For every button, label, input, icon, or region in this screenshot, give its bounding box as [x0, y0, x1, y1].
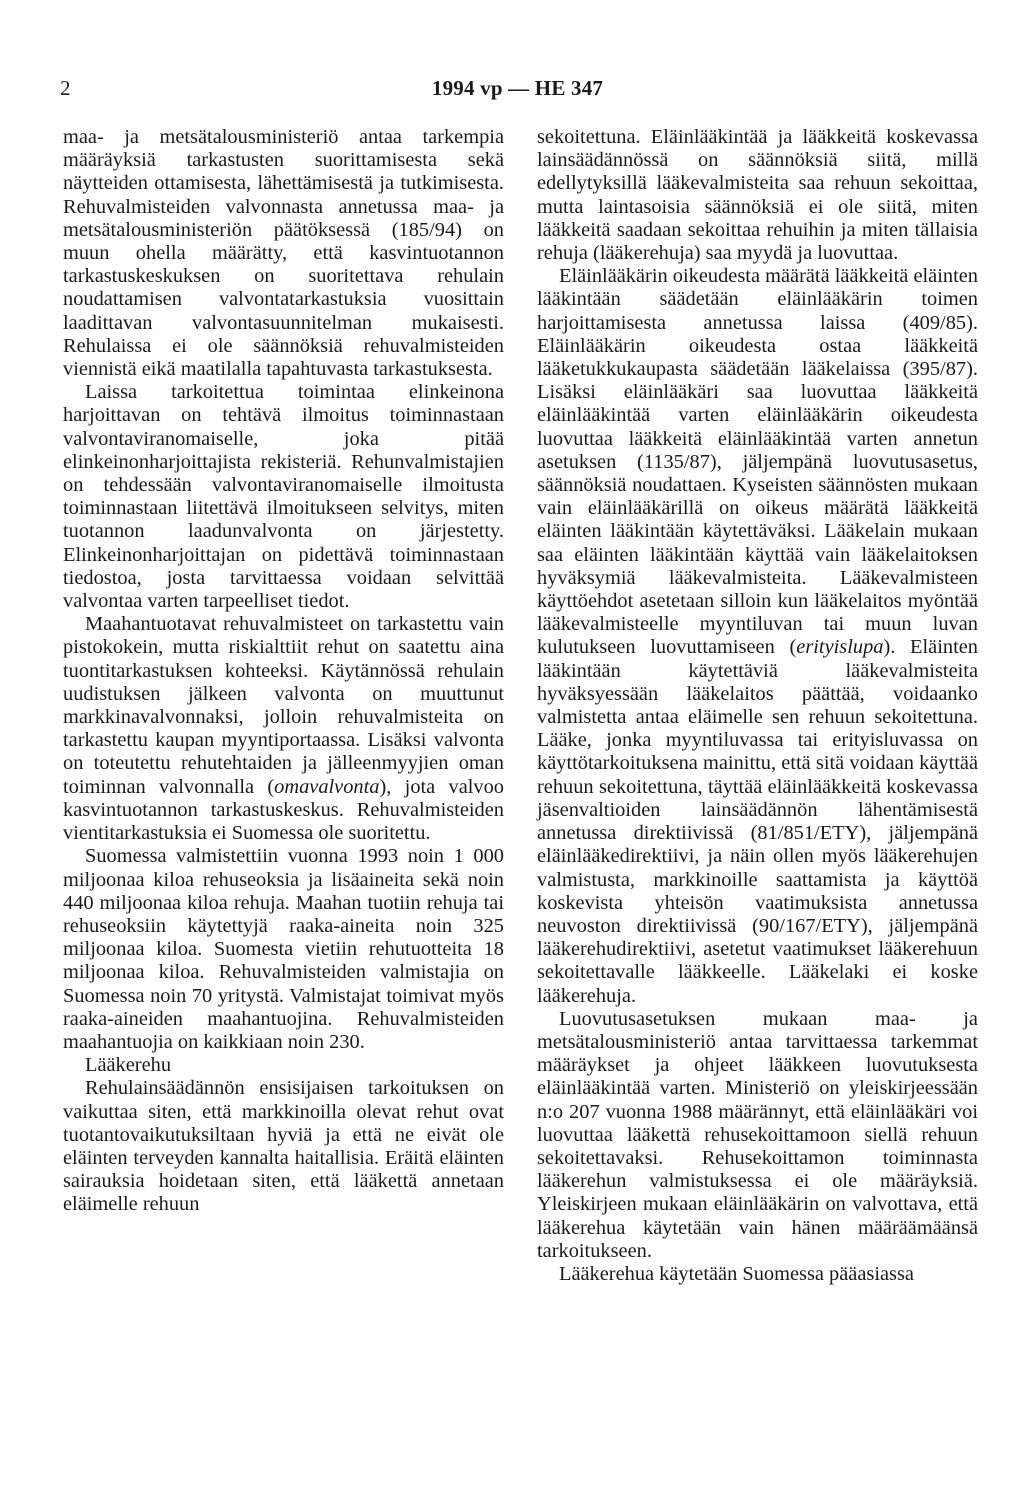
paragraph: Luovutusasetuksen mukaan maa- ja metsätalousministeriö antaa tarvittaessa tarkemmat määräykset ja ohjeet lääkkeen luovutuksesta eläinlääkintää varten. Ministeriö on yleiskirjeessään n:o 207 vuonna 1988 määrännyt, että eläinlääkäri voi luovuttaa lääkettä rehusekoittamoon siellä rehuun sekoitettavaksi. Rehusekoittamon toiminnasta lääkerehun valmistuksessa ei ole määräyksiä. Yleiskirjeen mukaan eläinlääkärin on valvottava, että lääkerehua käytetään vain hänen määräämäänsä tarkoitukseen. [537, 1007, 978, 1262]
running-title: 1994 vp — HE 347 [431, 76, 604, 100]
paragraph [63, 613, 504, 845]
page-header [60, 76, 975, 100]
text-run: ). Eläinten lääkintään käytettäviä lääkevalmisteita hyväksyessään lääkelaitos päättää, voidaanko valmistetta antaa eläimelle sen rehuun sekoitettuna. Lääke, jonka myyntiluvassa tai erityisluvassa on käyttötarkoituksena mainittu, että sitä voidaan käyttää rehuun sekoitettuna, täyttää eläinlääkkeitä koskevassa jäsenvaltioiden lainsäädännön lähentämisestä annetussa direktiivissä (81/851/ETY), jäljempänä eläinlääkedirektiivi, ja näin ollen myös lääkerehujen valmistusta, markkinoille saattamista ja käyttöä koskevista yhteisön vaatimuksista annetussa neuvoston direktiivissä (90/167/ETY), jäljempänä lääkerehudirektiivi, asetetut vaatimukset lääkerehuun sekoitettavalle lääkkeelle. Lääkelaki ei koske lääkerehuja. [537, 636, 978, 1007]
paragraph: maa- ja metsätalousministeriö antaa tarkempia määräyksiä tarkastusten suorittamisesta sekä näytteiden ottamisesta, lähettämisestä ja tutkimisesta. Rehuvalmisteiden valvonnasta annetussa maa- ja metsätalousministeriön päätöksessä (185/94) on muun ohella määrätty, että kasvintuotannon tarkastuskeskuksen on suoritettava rehulain noudattamisen valvontatarkastuksia vuosittain laadittavan valvontasuunnitelman mukaisesti. Rehulaissa ei ole säännöksiä rehuvalmisteiden viennistä eikä maatilalla tapahtuvasta tarkastuksesta. [63, 126, 504, 381]
text-run: ), jota valvoo kasvintuotannon tarkastuskeskus. Rehuvalmisteiden vientitarkastuksia ei Suomessa ole suoritettu. [63, 775, 505, 845]
paragraph: Suomessa valmistettiin vuonna 1993 noin 1 000 miljoonaa kiloa rehuseoksia ja lisäaineita sekä noin 440 miljoonaa kiloa rehuja. Maahan tuotiin rehuja tai rehuseoksiin käytettyjä raaka-aineita noin 325 miljoonaa kiloa. Suomesta vietiin rehutuotteita 18 miljoonaa kiloa. Rehuvalmisteiden valmistajia on Suomessa noin 70 yritystä. Valmistajat toimivat myös raaka-aineiden maahantuojina. Rehuvalmisteiden maahantuojia on kaikkiaan noin 230. [63, 845, 504, 1053]
paragraph: Rehulainsäädännön ensisijaisen tarkoituksen on vaikuttaa siten, että markkinoilla olevat rehut ovat tuotantovaikutuksiltaan hyviä ja että ne eivät ole eläinten terveyden kannalta haitallisia. Eräitä eläinten sairauksia hoidetaan siten, että lääkettä annetaan eläimelle rehuun [63, 1077, 504, 1216]
page-number: 2 [60, 76, 71, 100]
section-heading: Lääkerehu [85, 1054, 172, 1077]
paragraph: Laissa tarkoitettua toimintaa elinkeinona harjoittavan on tehtävä ilmoitus toiminnastaan valvontaviranomaiselle, joka pitää elinkeinonharjoittajista rekisteriä. Rehunvalmistajien on tehdessään valvontaviranomaiselle ilmoitusta toiminnastaan liitettävä ilmoitukseen selvitys, miten tuotannon laadunvalvonta on järjestetty. Elinkeinonharjoittajan on pidettävä toiminnastaan tiedostoa, josta tarvittaessa voidaan selvittää valvontaa varten tarpeelliset tiedot. [63, 381, 504, 613]
paragraph: Lääkerehua käytetään Suomessa pääasiassa [559, 1262, 914, 1285]
text-run: Maahantuotavat rehuvalmisteet on tarkastettu vain pistokokein, mutta riskialttiit rehut on saatettu aina tuontitarkastuksen kohteeksi. Käytännössä rehulain uudistuksen jälkeen valvonta on muuttunut markkinavalvonnaksi, jolloin rehuvalmisteita on tarkastettu kaupan myyntiportaassa. Lisäksi valvonta on toteutettu rehutehtaiden ja jälleenmyyjien oman toiminnan valvonnalla ( [63, 613, 504, 798]
left-column [63, 126, 504, 1217]
paragraph: sekoitettuna. Eläinlääkintää ja lääkkeitä koskevassa lainsäädännössä on säännöksiä siitä, millä edellytyksillä lääkevalmisteita saa rehuun sekoittaa, mutta laintasoisia säännöksiä ei ole siitä, miten lääkkeitä saadaan sekoittaa rehuihin ja miten tällaisia rehuja (lääkerehuja) saa myydä ja luovuttaa. [537, 126, 978, 265]
paragraph [537, 265, 978, 1008]
right-column [537, 126, 978, 1286]
text-run: Eläinlääkärin oikeudesta määrätä lääkkeitä eläinten lääkintään säädetään eläinlääkärin toimen harjoittamisesta annetussa laissa (409/85). Eläinlääkärin oikeudesta ostaa lääkkeitä lääketukkukaupasta säädetään lääkelaissa (395/87). Lisäksi eläinlääkäri saa luovuttaa lääkkeitä eläinlääkintää varten eläinlääkärin oikeudesta luovuttaa lääkkeitä eläinlääkintää varten annetun asetuksen (1135/87), jäljempänä luovutusasetus, säännöksiä noudattaen. Kyseisten säännösten mukaan vain eläinlääkärillä on oikeus määrätä lääkkeitä eläinten lääkintään käytettäväksi. Lääkelain mukaan saa eläinten lääkintään käyttää vain lääkelaitoksen hyväksymiä lääkevalmisteita. Lääkevalmisteen käyttöehdot asetetaan silloin kun lääkelaitos myöntää lääkevalmisteelle myyntiluvan tai muun luvan kulutukseen luovuttamiseen ( [537, 265, 978, 659]
italic-term: omavalvonta [274, 775, 380, 798]
italic-term: erityislupa [796, 636, 884, 659]
